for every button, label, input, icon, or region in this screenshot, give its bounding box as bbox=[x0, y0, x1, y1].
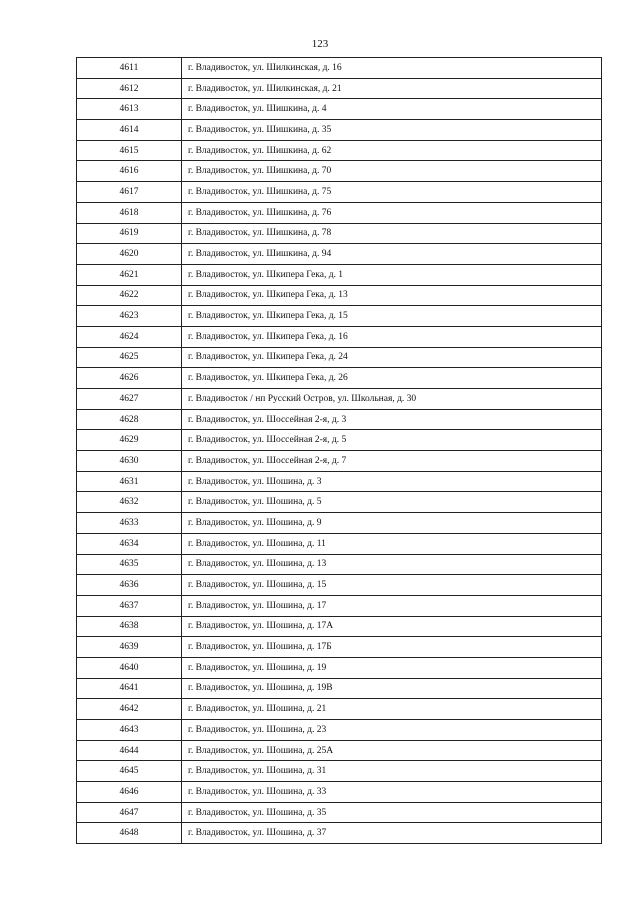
address-cell: г. Владивосток, ул. Шошина, д. 37 bbox=[182, 823, 602, 844]
address-cell: г. Владивосток, ул. Шоссейная 2-я, д. 5 bbox=[182, 430, 602, 451]
address-cell: г. Владивосток, ул. Шоссейная 2-я, д. 7 bbox=[182, 451, 602, 472]
row-number-cell: 4634 bbox=[77, 533, 182, 554]
row-number-cell: 4636 bbox=[77, 575, 182, 596]
table-row bbox=[77, 223, 602, 244]
address-cell: г. Владивосток, ул. Шкипера Гека, д. 26 bbox=[182, 368, 602, 389]
row-number-cell: 4644 bbox=[77, 740, 182, 761]
row-number-cell: 4613 bbox=[77, 99, 182, 120]
row-number-cell: 4625 bbox=[77, 347, 182, 368]
table-row bbox=[77, 823, 602, 844]
table-row bbox=[77, 451, 602, 472]
address-cell: г. Владивосток, ул. Шишкина, д. 78 bbox=[182, 223, 602, 244]
table-row bbox=[77, 161, 602, 182]
address-cell: г. Владивосток, ул. Шошина, д. 11 bbox=[182, 533, 602, 554]
address-cell: г. Владивосток, ул. Шошина, д. 23 bbox=[182, 720, 602, 741]
table-row bbox=[77, 430, 602, 451]
table-row bbox=[77, 761, 602, 782]
table-row bbox=[77, 244, 602, 265]
table-row bbox=[77, 58, 602, 79]
row-number-cell: 4622 bbox=[77, 285, 182, 306]
address-cell: г. Владивосток, ул. Шошина, д. 35 bbox=[182, 802, 602, 823]
address-cell: г. Владивосток, ул. Шоссейная 2-я, д. 3 bbox=[182, 409, 602, 430]
address-cell: г. Владивосток / нп Русский Остров, ул. Школьная, д. 30 bbox=[182, 389, 602, 410]
table-row bbox=[77, 78, 602, 99]
address-cell: г. Владивосток, ул. Шошина, д. 17Б bbox=[182, 637, 602, 658]
address-cell: г. Владивосток, ул. Шишкина, д. 94 bbox=[182, 244, 602, 265]
table-row bbox=[77, 140, 602, 161]
table-row bbox=[77, 285, 602, 306]
table-row bbox=[77, 637, 602, 658]
row-number-cell: 4629 bbox=[77, 430, 182, 451]
address-cell: г. Владивосток, ул. Шкипера Гека, д. 24 bbox=[182, 347, 602, 368]
table-row bbox=[77, 471, 602, 492]
row-number-cell: 4638 bbox=[77, 616, 182, 637]
table-row bbox=[77, 264, 602, 285]
address-cell: г. Владивосток, ул. Шошина, д. 19 bbox=[182, 657, 602, 678]
address-cell: г. Владивосток, ул. Шишкина, д. 75 bbox=[182, 182, 602, 203]
row-number-cell: 4617 bbox=[77, 182, 182, 203]
row-number-cell: 4641 bbox=[77, 678, 182, 699]
address-cell: г. Владивосток, ул. Шкипера Гека, д. 16 bbox=[182, 326, 602, 347]
row-number-cell: 4648 bbox=[77, 823, 182, 844]
address-cell: г. Владивосток, ул. Шилкинская, д. 21 bbox=[182, 78, 602, 99]
table-row bbox=[77, 326, 602, 347]
table-row bbox=[77, 720, 602, 741]
row-number-cell: 4637 bbox=[77, 595, 182, 616]
page-number: 123 bbox=[311, 38, 329, 50]
address-cell: г. Владивосток, ул. Шошина, д. 5 bbox=[182, 492, 602, 513]
table-row bbox=[77, 616, 602, 637]
table-row bbox=[77, 347, 602, 368]
row-number-cell: 4630 bbox=[77, 451, 182, 472]
address-cell: г. Владивосток, ул. Шошина, д. 9 bbox=[182, 513, 602, 534]
row-number-cell: 4621 bbox=[77, 264, 182, 285]
row-number-cell: 4627 bbox=[77, 389, 182, 410]
address-cell: г. Владивосток, ул. Шкипера Гека, д. 13 bbox=[182, 285, 602, 306]
address-cell: г. Владивосток, ул. Шошина, д. 19В bbox=[182, 678, 602, 699]
row-number-cell: 4614 bbox=[77, 120, 182, 141]
row-number-cell: 4645 bbox=[77, 761, 182, 782]
table-row bbox=[77, 182, 602, 203]
table-row bbox=[77, 699, 602, 720]
address-cell: г. Владивосток, ул. Шошина, д. 13 bbox=[182, 554, 602, 575]
row-number-cell: 4619 bbox=[77, 223, 182, 244]
row-number-cell: 4611 bbox=[77, 58, 182, 79]
row-number-cell: 4643 bbox=[77, 720, 182, 741]
table-row bbox=[77, 575, 602, 596]
table-row bbox=[77, 492, 602, 513]
table-row bbox=[77, 740, 602, 761]
row-number-cell: 4615 bbox=[77, 140, 182, 161]
row-number-cell: 4646 bbox=[77, 782, 182, 803]
table-row bbox=[77, 389, 602, 410]
table-row bbox=[77, 533, 602, 554]
address-table bbox=[76, 57, 602, 844]
table-row bbox=[77, 554, 602, 575]
row-number-cell: 4624 bbox=[77, 326, 182, 347]
table-row bbox=[77, 120, 602, 141]
row-number-cell: 4612 bbox=[77, 78, 182, 99]
row-number-cell: 4642 bbox=[77, 699, 182, 720]
address-table-body bbox=[77, 58, 602, 844]
row-number-cell: 4620 bbox=[77, 244, 182, 265]
table-row bbox=[77, 202, 602, 223]
address-cell: г. Владивосток, ул. Шкипера Гека, д. 1 bbox=[182, 264, 602, 285]
row-number-cell: 4618 bbox=[77, 202, 182, 223]
address-cell: г. Владивосток, ул. Шошина, д. 33 bbox=[182, 782, 602, 803]
row-number-cell: 4632 bbox=[77, 492, 182, 513]
address-cell: г. Владивосток, ул. Шошина, д. 17 bbox=[182, 595, 602, 616]
address-cell: г. Владивосток, ул. Шишкина, д. 70 bbox=[182, 161, 602, 182]
table-row bbox=[77, 513, 602, 534]
row-number-cell: 4647 bbox=[77, 802, 182, 823]
row-number-cell: 4640 bbox=[77, 657, 182, 678]
address-cell: г. Владивосток, ул. Шошина, д. 15 bbox=[182, 575, 602, 596]
address-cell: г. Владивосток, ул. Шошина, д. 31 bbox=[182, 761, 602, 782]
address-cell: г. Владивосток, ул. Шкипера Гека, д. 15 bbox=[182, 306, 602, 327]
address-cell: г. Владивосток, ул. Шишкина, д. 62 bbox=[182, 140, 602, 161]
row-number-cell: 4633 bbox=[77, 513, 182, 534]
row-number-cell: 4631 bbox=[77, 471, 182, 492]
row-number-cell: 4639 bbox=[77, 637, 182, 658]
table-row bbox=[77, 782, 602, 803]
address-cell: г. Владивосток, ул. Шишкина, д. 4 bbox=[182, 99, 602, 120]
row-number-cell: 4626 bbox=[77, 368, 182, 389]
address-cell: г. Владивосток, ул. Шошина, д. 3 bbox=[182, 471, 602, 492]
table-row bbox=[77, 368, 602, 389]
address-cell: г. Владивосток, ул. Шошина, д. 25А bbox=[182, 740, 602, 761]
address-cell: г. Владивосток, ул. Шошина, д. 17А bbox=[182, 616, 602, 637]
table-row bbox=[77, 409, 602, 430]
table-row bbox=[77, 657, 602, 678]
row-number-cell: 4616 bbox=[77, 161, 182, 182]
address-cell: г. Владивосток, ул. Шишкина, д. 76 bbox=[182, 202, 602, 223]
row-number-cell: 4628 bbox=[77, 409, 182, 430]
table-row bbox=[77, 306, 602, 327]
row-number-cell: 4623 bbox=[77, 306, 182, 327]
table-row bbox=[77, 802, 602, 823]
row-number-cell: 4635 bbox=[77, 554, 182, 575]
table-row bbox=[77, 678, 602, 699]
table-row bbox=[77, 595, 602, 616]
address-cell: г. Владивосток, ул. Шишкина, д. 35 bbox=[182, 120, 602, 141]
address-cell: г. Владивосток, ул. Шошина, д. 21 bbox=[182, 699, 602, 720]
address-cell: г. Владивосток, ул. Шилкинская, д. 16 bbox=[182, 58, 602, 79]
table-row bbox=[77, 99, 602, 120]
